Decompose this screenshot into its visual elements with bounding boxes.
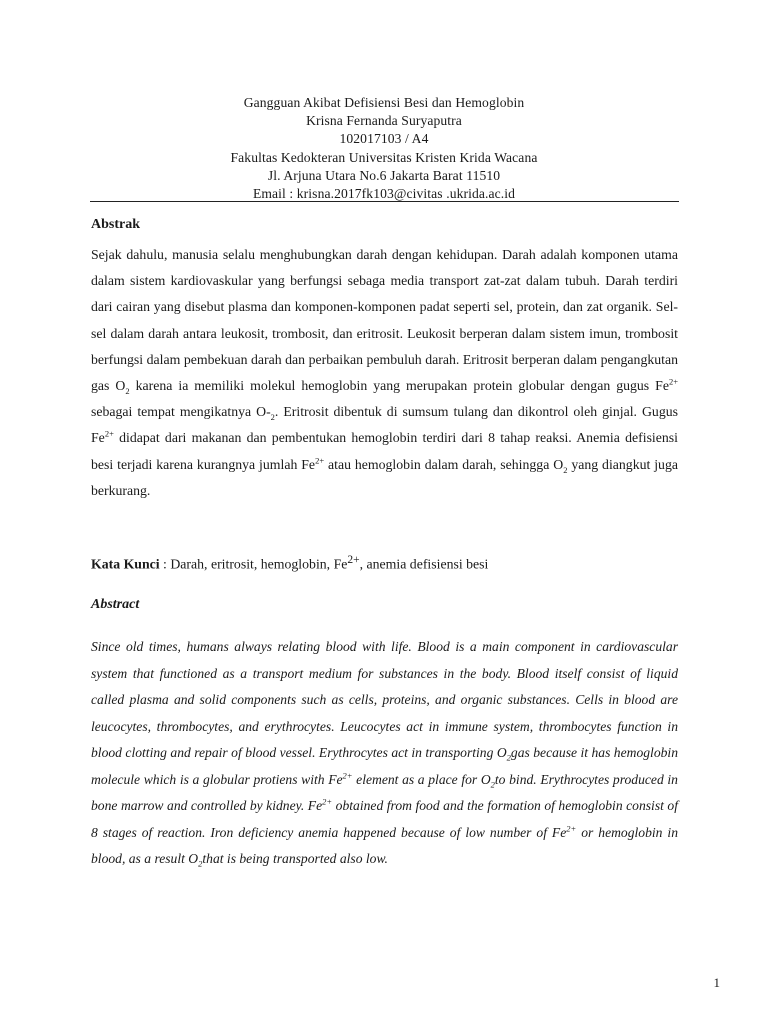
abstrak-text-2: karena ia memiliki molekul hemoglobin yang merupakan protein globular dengan gugus Fe (129, 378, 669, 394)
author-name: Krisna Fernanda Suryaputra (306, 113, 462, 129)
keywords-label: Kata Kunci (91, 556, 160, 572)
abstract-text-5: obtained from food and the formation of hemoglobin consist of 8 stages of reaction. Iron deficiency anemia happened because of low number of Fe (91, 798, 678, 840)
abstract-superscript-fe: 2+ (322, 796, 333, 807)
keywords-line (91, 554, 488, 573)
abstrak-text-3: sebagai tempat mengikatnya O- (91, 404, 271, 420)
abstract-subscript-2: 2 (506, 752, 511, 763)
abstrak-paragraph (91, 242, 678, 504)
abstract-superscript-fe: 2+ (566, 822, 577, 833)
abstrak-text-4: . Eritrosit dibentuk di sumsum tulang dan dikontrol oleh ginjal. Gugus Fe (91, 404, 678, 446)
page-number: 1 (713, 975, 720, 990)
abstrak-heading: Abstrak (91, 217, 141, 232)
abstrak-subscript-2: 2 (125, 385, 130, 396)
abstrak-text-6: atau hemoglobin dalam darah, sehingga O (324, 456, 564, 472)
abstract-text-3: element as a place for O (352, 771, 491, 787)
abstract-text-4: to bind. Erythrocytes produced in bone marrow and controlled by kidney. Fe (91, 771, 678, 813)
faculty-name: Fakultas Kedokteran Universitas Kristen Krida Wacana (230, 149, 538, 165)
abstrak-superscript-fe: 2+ (668, 376, 679, 387)
abstract-superscript-fe: 2+ (342, 769, 353, 780)
abstract-paragraph (91, 634, 678, 873)
abstrak-text-5: didapat dari makanan dan pembentukan hemoglobin terdiri dari 8 tahap reaksi. Anemia defisiensi besi terjadi karena kurangnya jumlah Fe (91, 430, 678, 472)
header-divider (90, 201, 679, 202)
paper-header (90, 94, 678, 203)
abstrak-superscript-fe: 2+ (315, 455, 325, 466)
keywords-text-1: Darah, eritrosit, hemoglobin, Fe (170, 556, 348, 572)
abstract-text-6: or hemoglobin in blood, as a result O (91, 824, 678, 866)
keywords-separator: : (159, 556, 171, 572)
student-id: 102017103 / A4 (339, 131, 429, 147)
abstract-heading: Abstract (91, 597, 140, 612)
abstract-subscript-2: 2 (198, 858, 203, 869)
abstrak-text-1: Sejak dahulu, manusia selalu menghubungkan darah dengan kehidupan. Darah adalah komponen utama dalam sistem kardiovaskular yang berfungsi sebaga media transport zat-zat dalam tubuh. Darah terdiri dari cairan yang disebut plasma dan komponen-komponen padat seperti sel, protein, dan zat organik. Sel-sel dalam darah antara leukosit, trombosit, dan eritrosit. Leukosit berperan dalam sistem imun, trombosit berfungsi dalam pembekuan darah dan perbaikan pembuluh darah. Eritrosit berperan dalam pengangkutan gas O (91, 247, 678, 394)
abstrak-text-7: yang diangkut juga berkurang. (91, 456, 678, 498)
abstrak-subscript-2: 2 (270, 411, 275, 422)
abstract-text-1: Since old times, humans always relating blood with life. Blood is a main component in cardiovascular system that functioned as a transport medium for substances in the body. Blood itself consist of liquid called plasma and solid components such as cells, proteins, and organic substances. Cells in blood are leucocytes, thrombocytes, and erythrocytes. Leucocytes act in immune system, thrombocytes function in blood clotting and repair of blood vessel. Erythrocytes act in transporting O (91, 639, 678, 760)
keywords-superscript: 2+ (347, 554, 360, 566)
abstrak-subscript-2: 2 (563, 464, 568, 475)
abstract-text-7: that is being transported also low. (202, 851, 388, 866)
abstract-text-2: gas because it has hemoglobin molecule which is a globular protiens with Fe (91, 745, 678, 787)
email: Email : krisna.2017fk103@civitas .ukrida.ac.id (252, 186, 516, 202)
address: Jl. Arjuna Utara No.6 Jakarta Barat 11510 (267, 167, 501, 183)
keywords-text-2: , anemia defisiensi besi (359, 556, 489, 572)
abstract-subscript-2: 2 (490, 779, 495, 790)
abstrak-superscript-fe: 2+ (104, 428, 114, 439)
paper-title: Gangguan Akibat Defisiensi Besi dan Hemoglobin (243, 95, 525, 110)
